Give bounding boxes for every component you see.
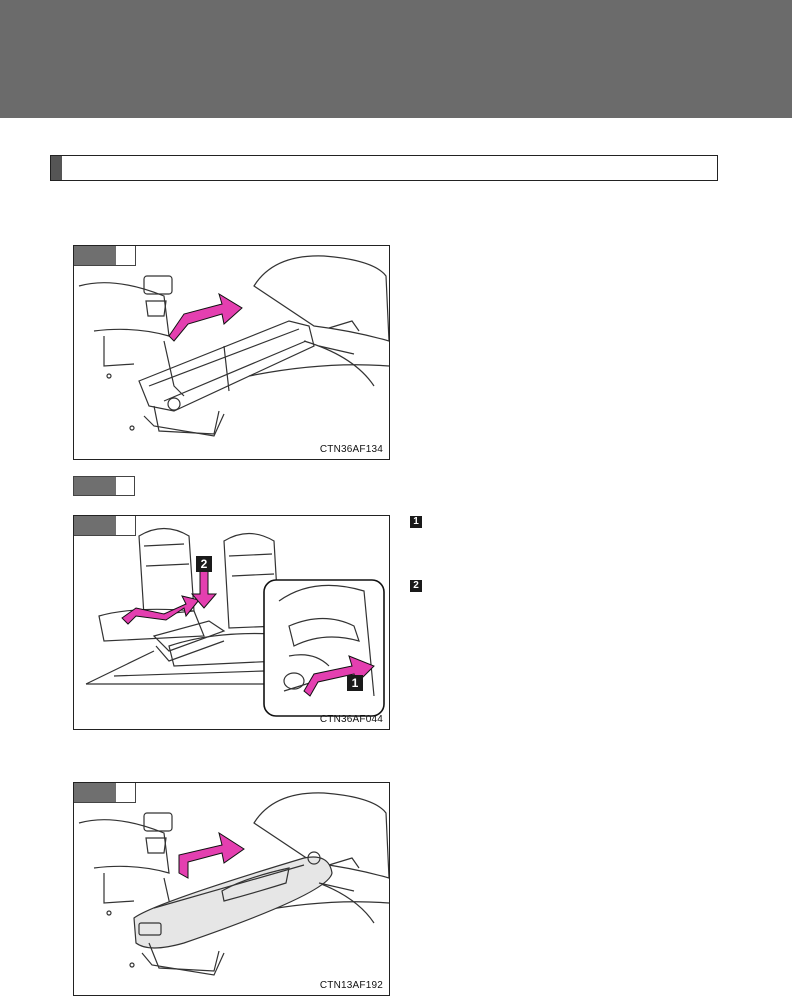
section-header-bar [51, 156, 62, 180]
figure-2 [73, 515, 390, 730]
figure-2-badge-2: 2 [196, 556, 212, 572]
figure-3-code: CTN13AF192 [319, 980, 383, 991]
figure-2-tag-dark [74, 516, 116, 535]
figure-2-badge-1: 1 [347, 675, 363, 691]
figure-1-illustration [74, 246, 390, 460]
figure-2-tag [74, 516, 136, 536]
step-number-2: 2 [410, 580, 422, 592]
step-number-1: 1 [410, 516, 422, 528]
figure-1-tag [74, 246, 136, 266]
figure-1-code: CTN36AF134 [319, 444, 383, 455]
figure-3-tag [74, 783, 136, 803]
standalone-tag-dark [74, 477, 116, 495]
figure-2-code: CTN36AF044 [319, 714, 383, 725]
figure-1-tag-dark [74, 246, 116, 265]
section-header [50, 155, 718, 181]
standalone-tag [73, 476, 135, 496]
figure-3 [73, 782, 390, 996]
figure-3-illustration [74, 783, 390, 996]
figure-2-illustration [74, 516, 390, 730]
figure-1 [73, 245, 390, 460]
figure-3-tag-dark [74, 783, 116, 802]
top-banner [0, 0, 792, 118]
